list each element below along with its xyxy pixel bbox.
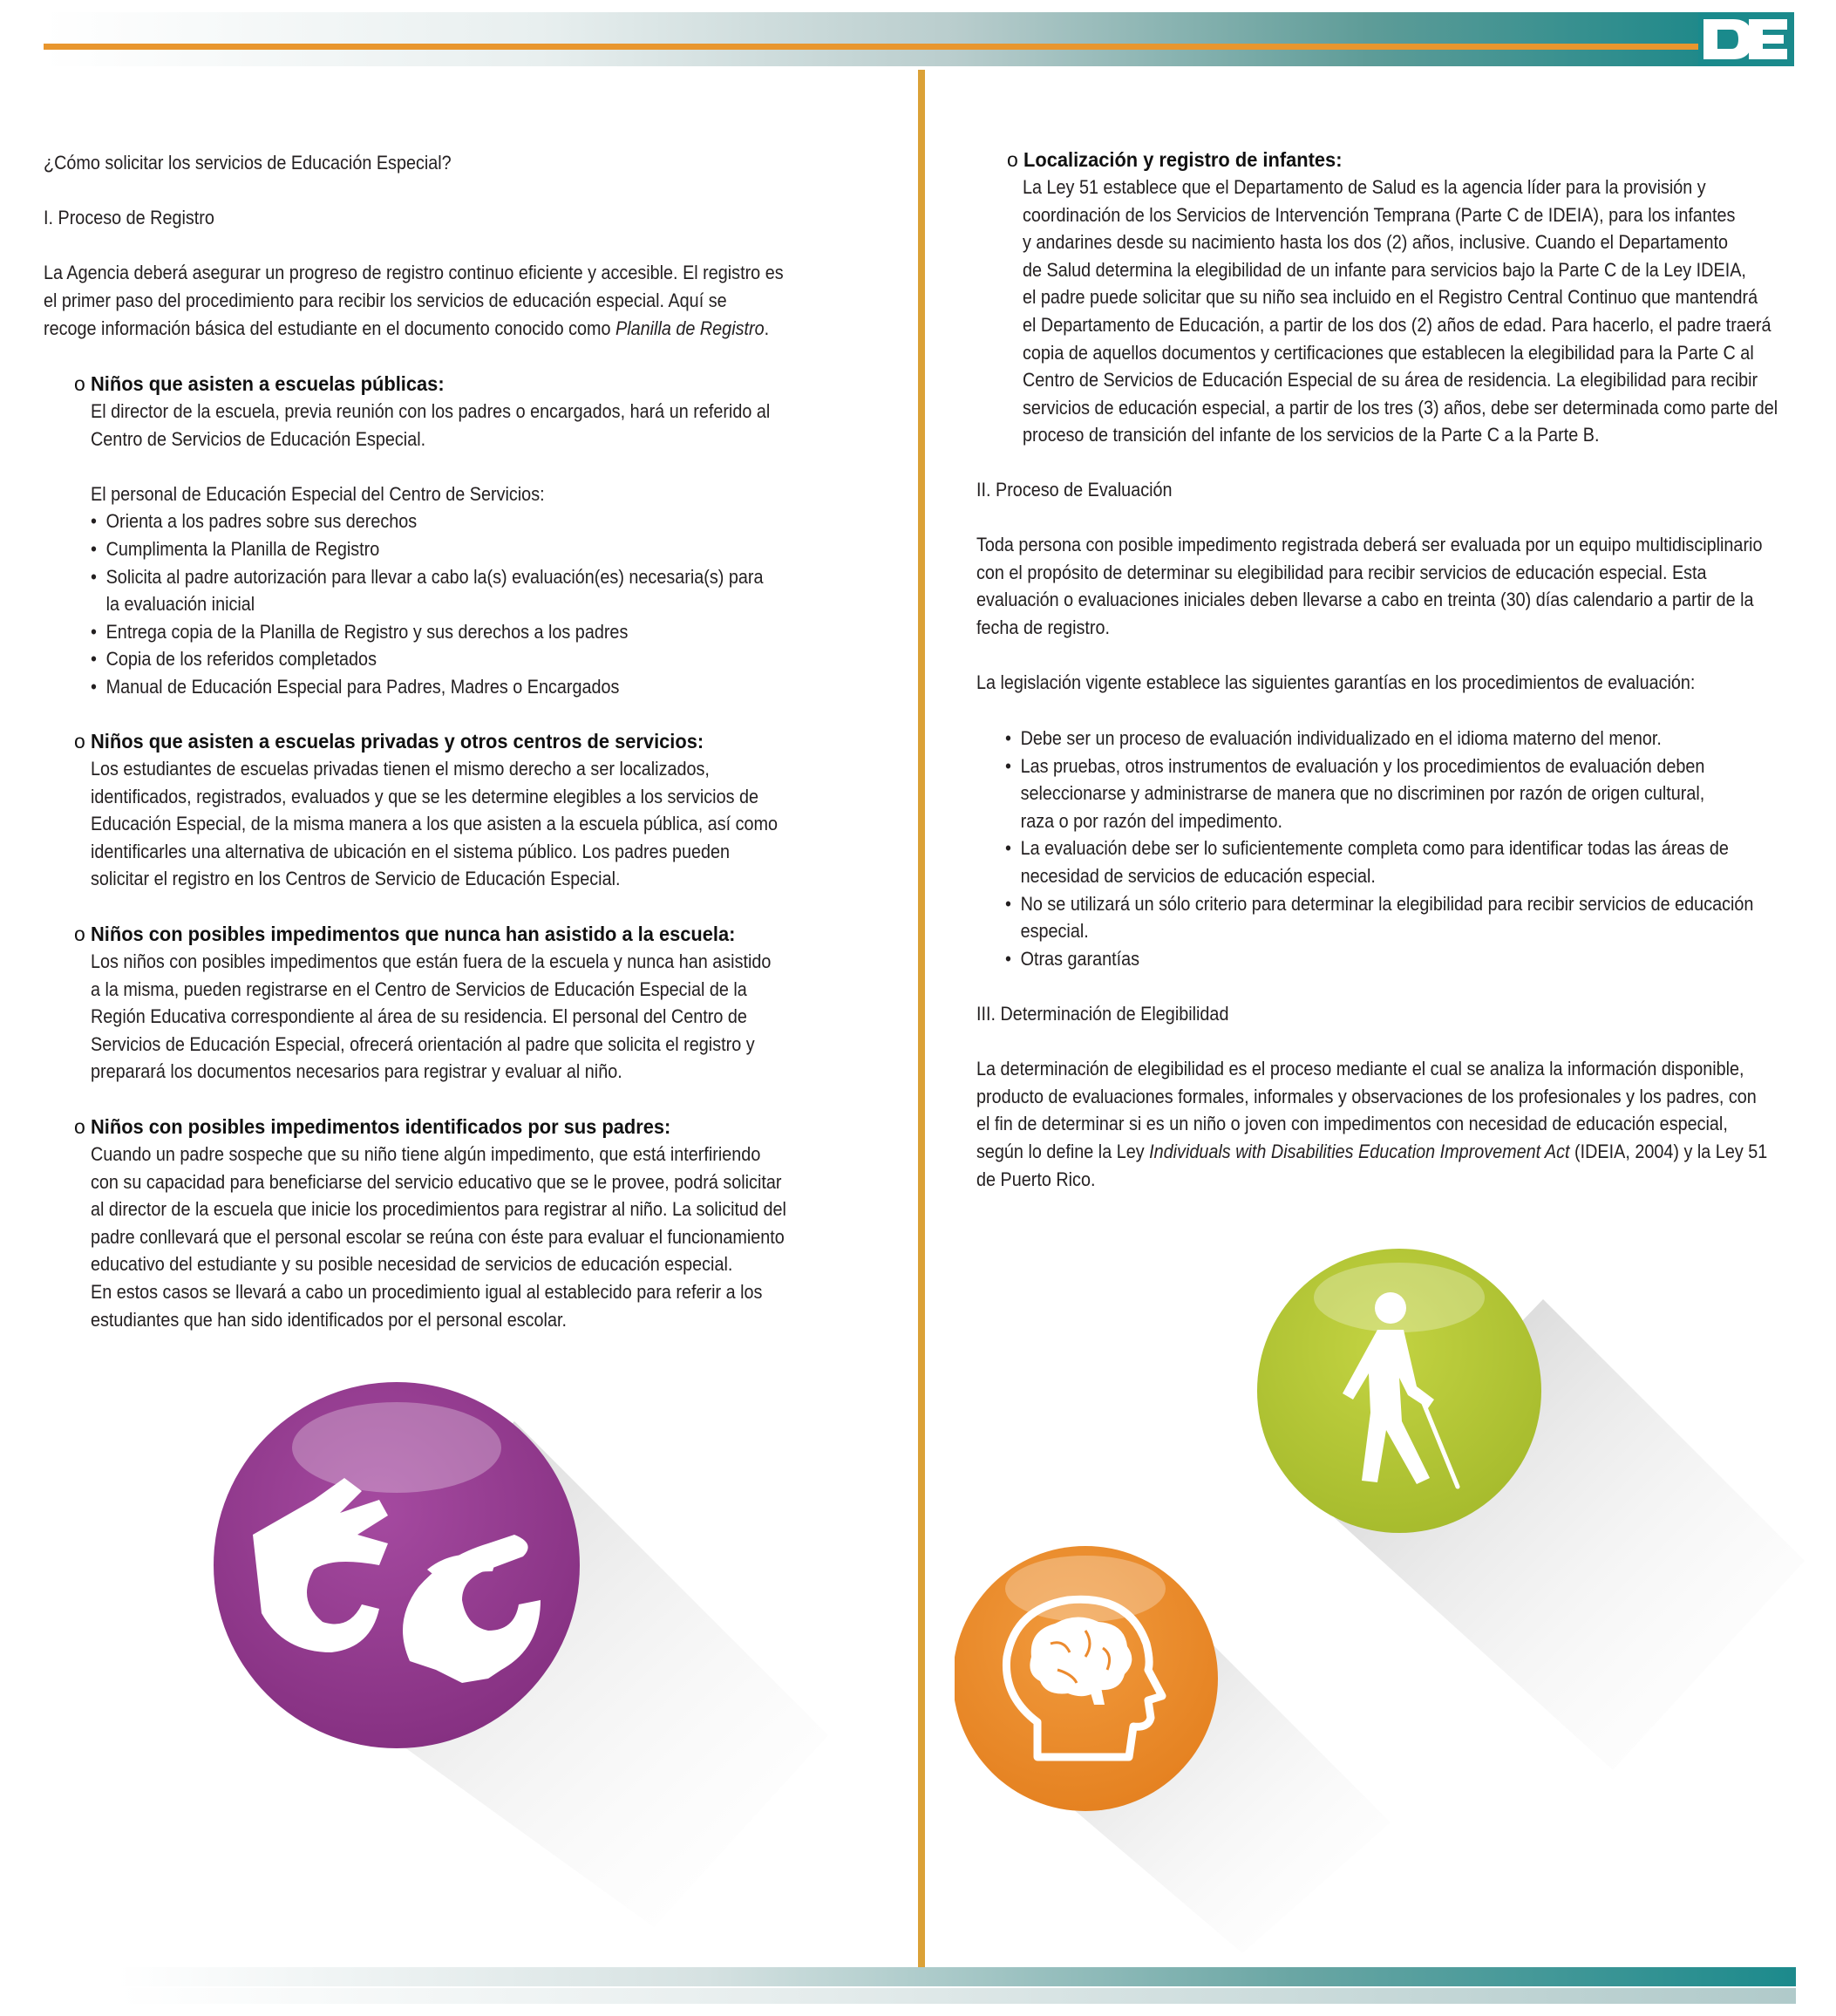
guarantees-intro: La legislación vigente establece las siguientes garantías en los procedimientos de evaluación: — [976, 671, 1696, 694]
never-attended-text — [91, 948, 771, 1086]
paragraph-line: Centro de Servicios de Educación Especial de su área de residencia. La elegibilidad para recibir — [1023, 369, 1758, 392]
bullet-item-continuation: la evaluación inicial — [105, 593, 255, 616]
guarantees-list: • Debe ser un proceso de evaluación individualizado en el idioma materno del menor. • Las pruebas, otros instrumentos de evaluación y los procedimientos de evaluación deben seleccionarse y administrarse de manera que no discriminen por razón de origen cultural, raza o por razón del impedimento. • La evaluación debe ser lo suficientemente completa como para identificar todas las áreas de necesidad de servicios de educación especial. • No se utilizará un sólo criterio para determinar la elegibilidad para recibir servicios de educación especial. • Otras garantías — [1005, 727, 1754, 970]
paragraph-line: solicitar el registro en los Centros de Servicio de Educación Especial. — [91, 868, 621, 890]
footer-band — [118, 1967, 1796, 1986]
left-intro-block — [44, 149, 784, 342]
eligibility-section — [976, 1000, 1767, 1193]
bullet-item: • Orienta a los padres sobre sus derechos — [91, 507, 770, 535]
paragraph-line: En estos casos se llevará a cabo un procedimiento igual al establecido para referir a los — [91, 1280, 763, 1303]
list-marker: o — [74, 372, 85, 395]
paragraph-line: servicios de educación especial, a partir de los tres (3) años, debe ser determinada como parte del — [1023, 396, 1778, 419]
infants-title: Localización y registro de infantes: — [1023, 148, 1343, 171]
parents-identified-text — [91, 1141, 786, 1333]
section-1-title: I. Proceso de Registro — [44, 207, 214, 229]
bullet-item: • Copia de los referidos completados — [91, 645, 770, 673]
paragraph-line: estudiantes que han sido identificados por el personal escolar. — [91, 1308, 567, 1331]
paragraph-line: al director de la escuela que inicie los procedimientos para registrar al niño. La solicitud del — [91, 1198, 786, 1221]
paragraph-line: fecha de registro. — [976, 616, 1110, 638]
paragraph-line: a la misma, pueden registrarse en el Centro de Servicios de Educación Especial de la — [91, 977, 747, 1000]
paragraph-line: La Ley 51 establece que el Departamento de Salud es la agencia líder para la provisión y — [1023, 176, 1706, 198]
section-3-title: III. Determinación de Elegibilidad — [976, 1003, 1229, 1025]
column-divider — [918, 70, 925, 1967]
paragraph-line: identificarles una alternativa de ubicación en el sistema público. Los padres pueden — [91, 840, 731, 862]
bullet-item: No se utilizará un sólo criterio para determinar la elegibilidad para recibir servicios de educación — [1020, 892, 1754, 915]
bullet-item: • Manual de Educación Especial para Padres, Madres o Encargados — [91, 673, 770, 701]
paragraph-line: el fin de determinar si es un niño o joven con impedimentos con necesidad de educación especial, — [976, 1113, 1728, 1135]
infants-heading — [1007, 146, 1359, 174]
paragraph-line: de Puerto Rico. — [976, 1168, 1096, 1190]
brain-head-icon — [955, 1543, 1391, 1953]
infants-text — [1023, 174, 1778, 449]
bullet-item: • Entrega copia de la Planilla de Registro y sus derechos a los padres — [91, 618, 770, 646]
bullet-item: • Solicita al padre autorización para llevar a cabo la(s) evaluación(es) necesaria(s) para — [91, 563, 770, 591]
paragraph-line: identificados, registrados, evaluados y que se les determine elegibles a los servicios de — [91, 785, 759, 807]
intro-line: recoge información básica del estudiante en el documento conocido como Planilla de Registro. — [44, 317, 770, 339]
ideia-italic: Individuals with Disabilities Education Improvement Act — [1149, 1140, 1570, 1162]
planilla-italic: Planilla de Registro — [615, 317, 765, 339]
header-band — [44, 12, 1700, 66]
public-schools-title: Niños que asisten a escuelas públicas: — [91, 372, 445, 395]
private-schools-title: Niños que asisten a escuelas privadas y otros centros de servicios: — [91, 730, 704, 753]
paragraph-line: coordinación de los Servicios de Intervención Temprana (Parte C de IDEIA), para los infantes — [1023, 203, 1736, 226]
paragraph-line: el Departamento de Educación, a partir de los dos (2) años de edad. Para hacerlo, el padre traerá — [1023, 313, 1771, 336]
private-schools-text — [91, 755, 778, 893]
paragraph-line: el padre puede solicitar que su niño sea incluido en el Registro Central Continuo que mantendrá — [1023, 286, 1758, 309]
bullet-item-continuation: especial. — [1020, 920, 1089, 943]
question-heading: ¿Cómo solicitar los servicios de Educación Especial? — [44, 152, 452, 174]
paragraph-line: Cuando un padre sospeche que su niño tiene algún impedimento, que está interfiriendo — [91, 1143, 761, 1165]
bullet-item-continuation: necesidad de servicios de educación especial. — [1020, 864, 1376, 887]
de-logo — [1698, 12, 1794, 66]
bullet-item: Debe ser un proceso de evaluación individualizado en el idioma materno del menor. — [1020, 727, 1662, 749]
public-schools-text — [91, 398, 770, 701]
paragraph-line: producto de evaluaciones formales, informales y observaciones de los profesionales y los padres, con — [976, 1085, 1757, 1107]
paragraph-line: de Salud determina la elegibilidad de un infante para servicios bajo la Parte C de la Ley IDEIA, — [1023, 258, 1746, 281]
footer-band-light — [118, 1988, 1796, 2004]
bullet-item-continuation: raza o por razón del impedimento. — [1020, 809, 1283, 832]
paragraph-line: con el propósito de determinar su elegibilidad para recibir servicios de educación especial. Esta — [976, 561, 1707, 583]
paragraph-line: educativo del estudiante y su posible necesidad de servicios de educación especial. — [91, 1253, 733, 1276]
bullet-item: La evaluación debe ser lo suficientemente completa como para identificar todas las áreas de — [1020, 837, 1729, 860]
bullet-item: Las pruebas, otros instrumentos de evaluación y los procedimientos de evaluación deben — [1020, 754, 1705, 777]
never-attended-heading — [74, 921, 770, 949]
paragraph-line: Región Educativa correspondiente al área de su residencia. El personal del Centro de — [91, 1005, 747, 1028]
parents-identified-title: Niños con posibles impedimentos identificados por sus padres: — [91, 1115, 671, 1138]
private-schools-heading — [74, 728, 736, 756]
header-orange-rule — [44, 44, 1704, 50]
paragraph-line: copia de aquellos documentos y certificaciones que establecen la elegibilidad para la Parte C al — [1023, 341, 1754, 364]
intro-line: La Agencia deberá asegurar un progreso de registro continuo eficiente y accesible. El registro es — [44, 262, 784, 284]
staff-intro: El personal de Educación Especial del Centro de Servicios: — [91, 482, 545, 505]
paragraph-line: con su capacidad para beneficiarse del servicio educativo que se le provee, podrá solicitar — [91, 1170, 782, 1193]
list-marker: o — [74, 923, 85, 945]
evaluation-section — [976, 476, 1762, 697]
paragraph-line: Toda persona con posible impedimento registrada deberá ser evaluada por un equipo multidisciplinario — [976, 534, 1763, 556]
paragraph-line: preparará los documentos necesarios para registrar y evaluar al niño. — [91, 1060, 622, 1083]
paragraph-line: evaluación o evaluaciones iniciales deben llevarse a cabo en treinta (30) días calendario a partir de la — [976, 589, 1754, 611]
paragraph-line: y andarines desde su nacimiento hasta los dos (2) años, inclusive. Cuando el Departamento — [1023, 231, 1728, 254]
list-marker: o — [74, 730, 85, 753]
list-marker: o — [74, 1115, 85, 1138]
paragraph-line: Educación Especial, de la misma manera a los que asisten a la escuela pública, así como — [91, 813, 779, 835]
bullet-item: Otras garantías — [1020, 947, 1140, 970]
paragraph-line: proceso de transición del infante de los servicios de la Parte C a la Parte B. — [1023, 424, 1600, 446]
paragraph-line: El director de la escuela, previa reunión con los padres o encargados, hará un referido al — [91, 400, 771, 422]
paragraph-line: Centro de Servicios de Educación Especial. — [91, 427, 426, 450]
intro-line: el primer paso del procedimiento para recibir los servicios de educación especial. Aquí se — [44, 289, 727, 311]
section-2-title: II. Proceso de Evaluación — [976, 479, 1173, 501]
list-marker: o — [1007, 148, 1018, 171]
sign-language-icon — [201, 1369, 828, 1962]
paragraph-line: La determinación de elegibilidad es el proceso mediante el cual se analiza la información disponible, — [976, 1058, 1744, 1080]
bullet-item: • Cumplimenta la Planilla de Registro — [91, 535, 770, 563]
paragraph-line: según lo define la Ley Individuals with Disabilities Education Improvement Act (IDEIA, 2004) y la Ley 51 — [976, 1140, 1768, 1162]
paragraph-line: Los estudiantes de escuelas privadas tienen el mismo derecho a ser localizados, — [91, 758, 710, 780]
paragraph-line: Servicios de Educación Especial, ofrecerá orientación al padre que solicita el registro y — [91, 1032, 755, 1055]
paragraph-line: padre conllevará que el personal escolar se reúna con éste para evaluar el funcionamiento — [91, 1225, 785, 1248]
bullet-item-continuation: seleccionarse y administrarse de manera que no discriminen por razón de origen cultural, — [1020, 782, 1705, 805]
staff-bullet-list — [91, 507, 770, 700]
parents-identified-heading — [74, 1114, 702, 1141]
public-schools-heading — [74, 371, 463, 398]
never-attended-title: Niños con posibles impedimentos que nunca han asistido a la escuela: — [91, 923, 736, 945]
paragraph-line: Los niños con posibles impedimentos que están fuera de la escuela y nunca han asistido — [91, 950, 772, 972]
